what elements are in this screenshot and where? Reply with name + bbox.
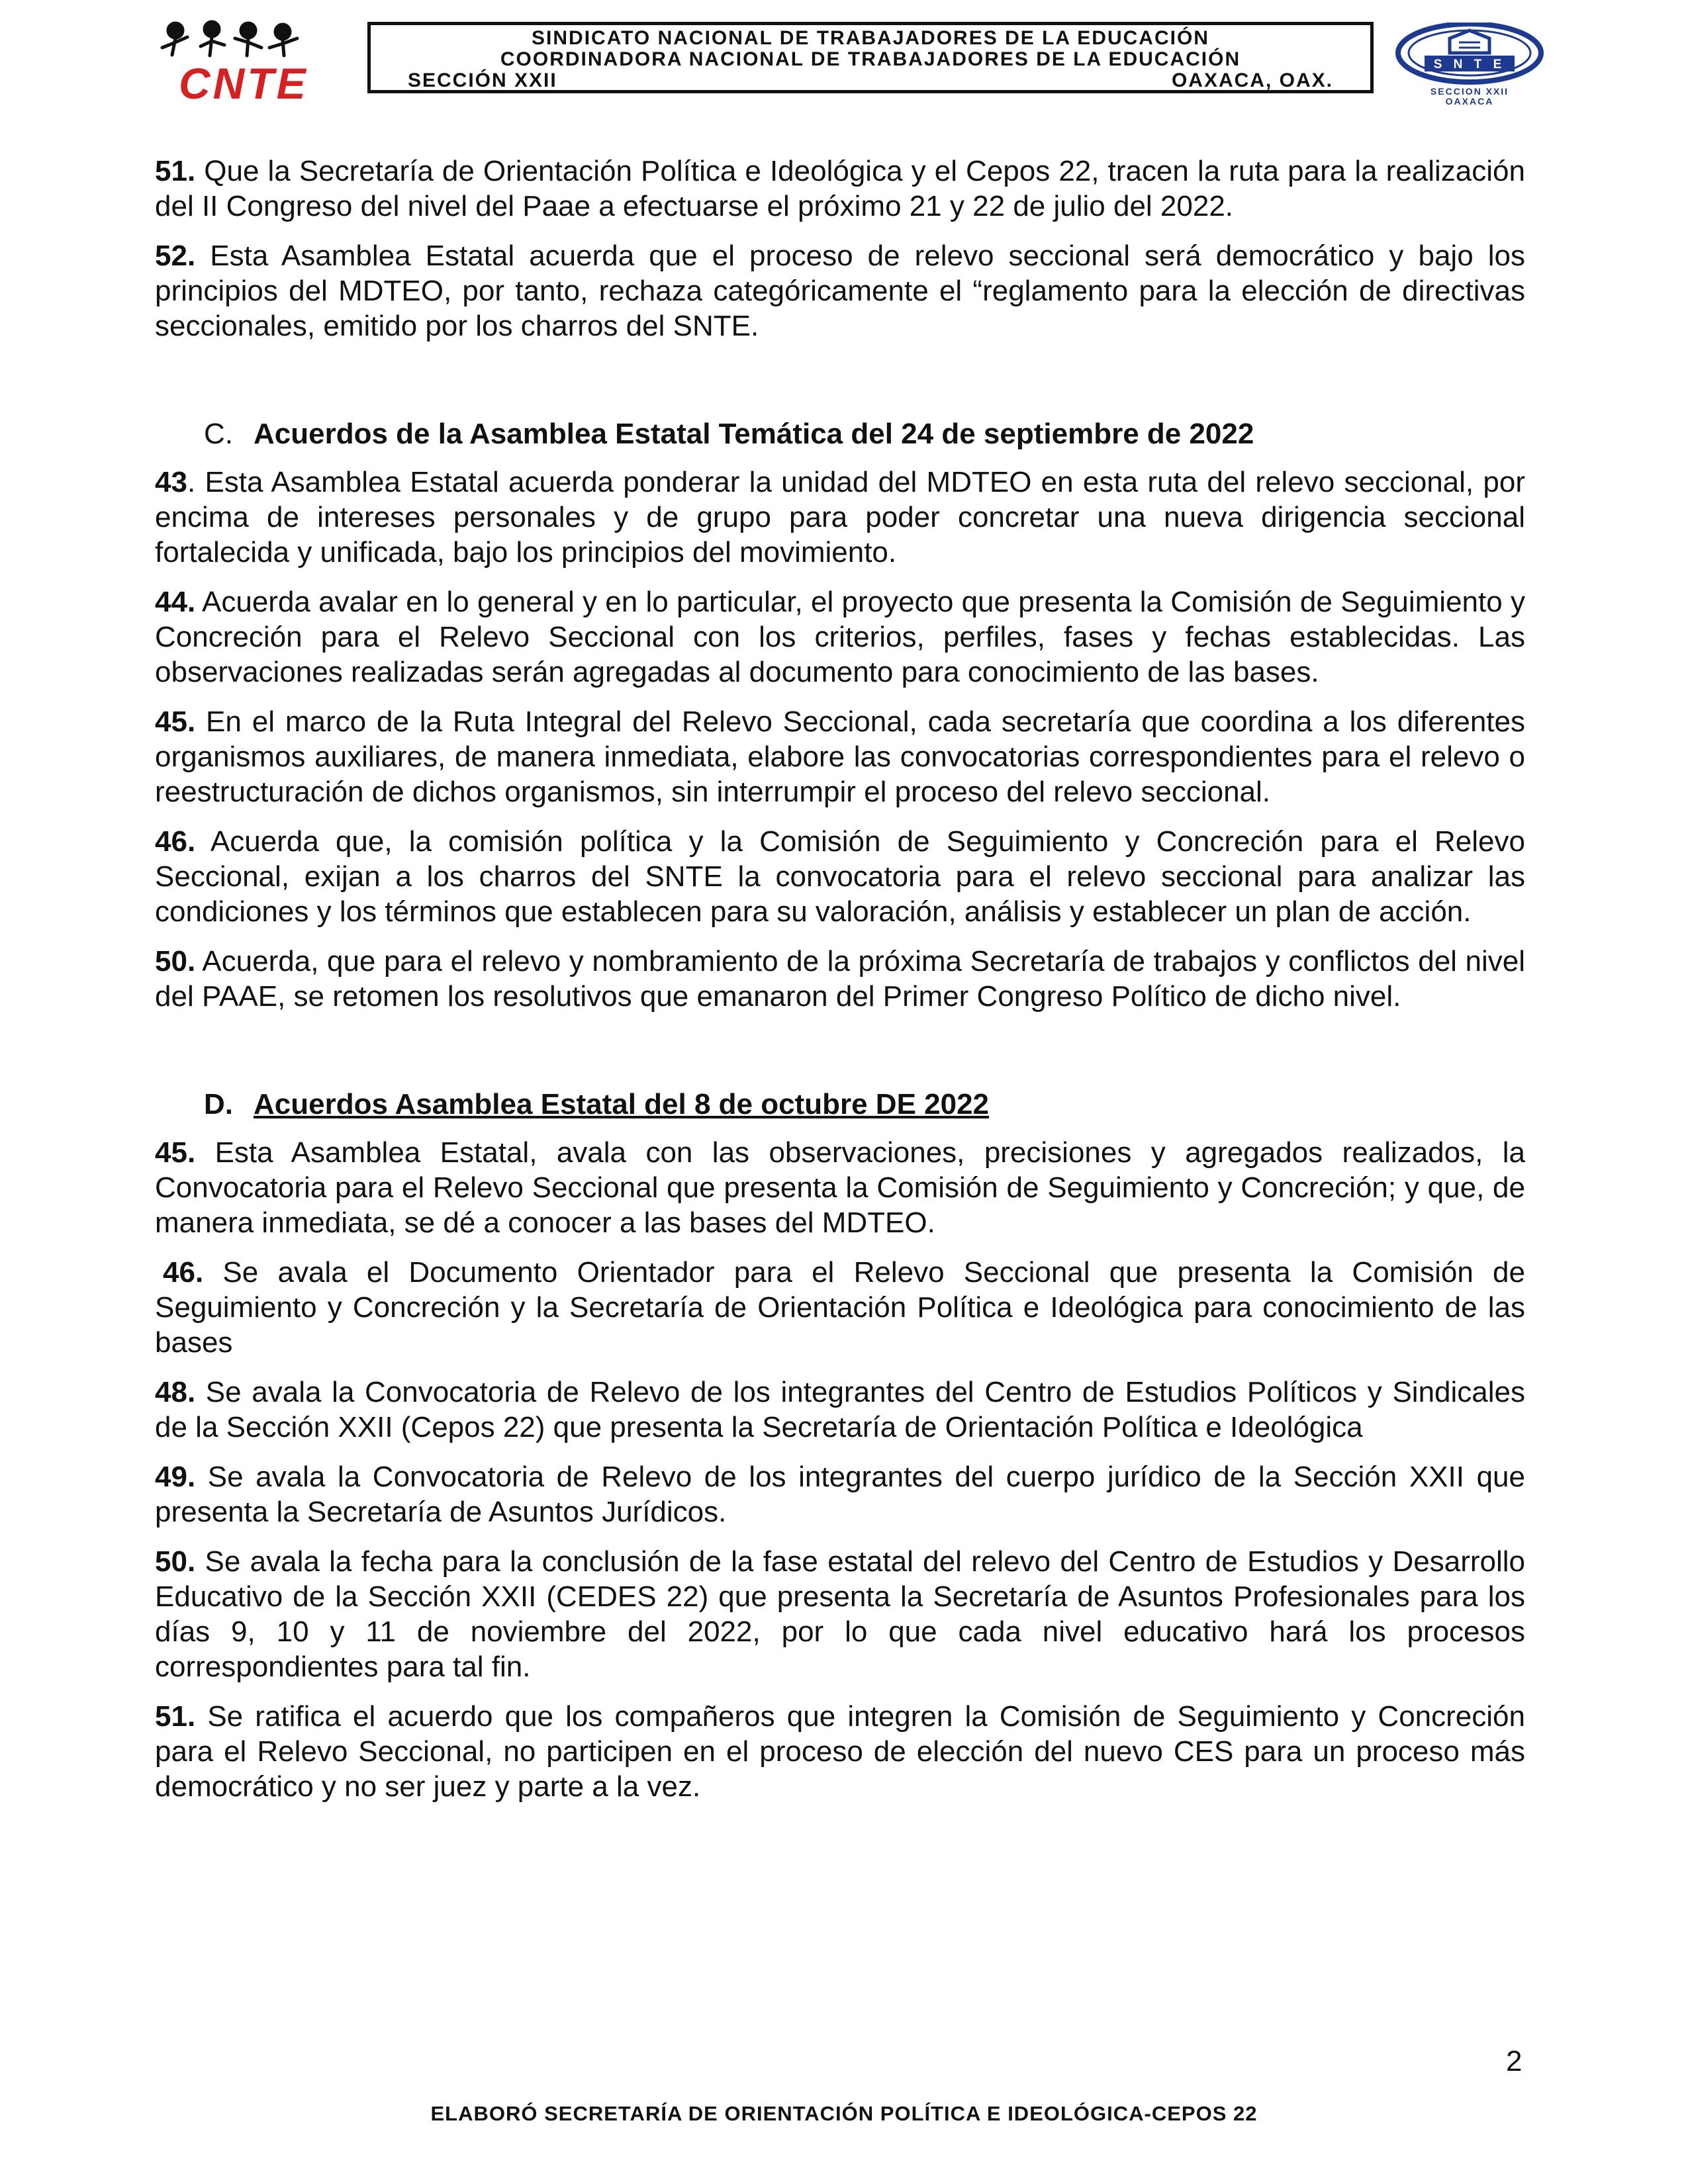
agreement-text: Se avala el Documento Orientador para el Relevo Seccional que presenta la Comisión de Seguimiento y Concreción y la Secretaría de Orientación Política e Ideológica para conocimiento de las bases bbox=[155, 1256, 1525, 1359]
section-letter: D. bbox=[204, 1088, 233, 1120]
agreement-text: Se avala la fecha para la conclusión de la fase estatal del relevo del Centro de Estudios y Desarrollo Educativo de la Sección XXII (CEDES 22) que presenta la Secretaría de Asuntos Profesionales para los días 9, 10 y 11 de noviembre del 2022, por lo que cada nivel educativo hará los procesos correspondientes para tal fin. bbox=[155, 1545, 1525, 1683]
agreement-text: Se avala la Convocatoria de Relevo de los integrantes del Centro de Estudios Políticos y Sindicales de la Sección XXII (Cepos 22) que presenta la Secretaría de Orientación Política e Ideológica bbox=[155, 1376, 1525, 1443]
agreement-text: Acuerda, que para el relevo y nombramiento de la próxima Secretaría de trabajos y conflictos del nivel del PAAE, se retomen los resolutivos que emanaron del Primer Congreso Político de dicho nivel. bbox=[155, 945, 1525, 1013]
agreement-d-49 bbox=[155, 1459, 1525, 1529]
agreement-text: Esta Asamblea Estatal acuerda que el proceso de relevo seccional será democrático y bajo los principios del MDTEO, por tanto, rechaza categóricamente el “reglamento para la elección de directivas seccionales, emitido por los charros del SNTE. bbox=[155, 240, 1525, 342]
document-body bbox=[155, 154, 1525, 1804]
agreement-number: 43 bbox=[155, 466, 187, 498]
agreement-number: 50. bbox=[155, 1545, 196, 1578]
union-name-line: SINDICATO NACIONAL DE TRABAJADORES DE LA EDUCACIÓN bbox=[532, 27, 1209, 49]
union-title-box bbox=[367, 22, 1374, 93]
section-title: Acuerdos de la Asamblea Estatal Temática del 24 de septiembre de 2022 bbox=[254, 418, 1254, 450]
agreement-43 bbox=[155, 465, 1525, 570]
seal-caption-section: SECCION XXII bbox=[1430, 86, 1509, 97]
cnte-wordmark: CNTE bbox=[179, 59, 308, 108]
agreement-d-48 bbox=[155, 1375, 1525, 1445]
section-letter: C. bbox=[204, 418, 233, 450]
section-title: Acuerdos Asamblea Estatal del 8 de octubre DE 2022 bbox=[254, 1088, 990, 1120]
page-number: 2 bbox=[1506, 2045, 1523, 2077]
agreement-number: 45. bbox=[155, 705, 196, 738]
agreement-number: 52. bbox=[155, 240, 196, 272]
agreement-number: 51. bbox=[155, 1700, 196, 1733]
location-label: OAXACA, OAX. bbox=[1171, 69, 1333, 91]
agreement-number: 51. bbox=[155, 155, 196, 187]
agreement-46 bbox=[155, 824, 1525, 929]
agreement-d-45 bbox=[155, 1135, 1525, 1240]
agreement-number: 44. bbox=[155, 586, 196, 618]
agreement-text: . Esta Asamblea Estatal acuerda ponderar la unidad del MDTEO en esta ruta del relevo seccional, por encima de intereses personales y de grupo para poder concretar una nueva dirigencia seccional fortalecida y unificada, bajo los principios del movimiento. bbox=[155, 466, 1525, 569]
seal-caption-city: OAXACA bbox=[1445, 96, 1494, 107]
agreement-number: 45. bbox=[155, 1136, 196, 1169]
agreement-number: 50. bbox=[155, 945, 196, 978]
agreement-text: En el marco de la Ruta Integral del Relevo Seccional, cada secretaría que coordina a los diferentes organismos auxiliares, de manera inmediata, elabore las convocatorias correspondientes para el relevo o reestructuración de dichos organismos, sin interrumpir el proceso del relevo seccional. bbox=[155, 705, 1525, 808]
snte-seal-letters: S N T E bbox=[1433, 58, 1506, 71]
agreement-text: Que la Secretaría de Orientación Política e Ideológica y el Cepos 22, tracen la ruta para la realización del II Congreso del nivel del Paae a efectuarse el próximo 21 y 22 de julio del 2022. bbox=[155, 155, 1525, 222]
agreement-text: Acuerda que, la comisión política y la Comisión de Seguimiento y Concreción para el Relevo Seccional, exijan a los charros del SNTE la convocatoria para el relevo seccional para analizar las condiciones y los términos que establecen para su valoración, análisis y establecer un plan de acción. bbox=[155, 825, 1525, 928]
agreement-number: 49. bbox=[155, 1461, 196, 1493]
snte-seal-icon bbox=[1390, 23, 1549, 86]
coordinator-name-line: COORDINADORA NACIONAL DE TRABAJADORES DE LA EDUCACIÓN bbox=[500, 48, 1241, 70]
cnte-logo bbox=[149, 19, 341, 108]
agreement-51 bbox=[155, 154, 1525, 224]
agreement-text: Se ratifica el acuerdo que los compañeros que integren la Comisión de Seguimiento y Concreción para el Relevo Seccional, no participen en el proceso de elección del nuevo CES para un proceso más democrático y no ser juez y parte a la vez. bbox=[155, 1700, 1525, 1803]
snte-seal bbox=[1390, 23, 1549, 105]
agreement-text: Acuerda avalar en lo general y en lo particular, el proyecto que presenta la Comisión de Seguimiento y Concreción para el Relevo Seccional con los criterios, perfiles, fases y fechas establecidas. Las observaciones realizadas serán agregadas al documento para conocimiento de las bases. bbox=[155, 586, 1525, 688]
agreement-number: 46. bbox=[163, 1256, 204, 1289]
section-location-line bbox=[388, 70, 1353, 91]
cnte-figures-icon bbox=[156, 19, 308, 65]
agreement-text: Esta Asamblea Estatal, avala con las observaciones, precisiones y agregados realizados, la Convocatoria para el Relevo Seccional que presenta la Comisión de Seguimiento y Concreción; y que, de manera inmediata, se dé a conocer a las bases del MDTEO. bbox=[155, 1136, 1525, 1239]
agreement-number: 48. bbox=[155, 1376, 196, 1408]
agreement-d-51 bbox=[155, 1699, 1525, 1804]
agreement-d-46 bbox=[155, 1255, 1525, 1360]
section-c-heading bbox=[155, 416, 1525, 451]
page-footer: ELABORÓ SECRETARÍA DE ORIENTACIÓN POLÍTICA E IDEOLÓGICA-CEPOS 22 bbox=[430, 2102, 1258, 2125]
agreement-45 bbox=[155, 704, 1525, 809]
agreement-50 bbox=[155, 944, 1525, 1014]
agreement-number: 46. bbox=[155, 825, 196, 858]
document-header bbox=[149, 19, 1559, 108]
section-label: SECCIÓN XXII bbox=[408, 69, 557, 91]
agreement-d-50 bbox=[155, 1544, 1525, 1684]
agreement-text: Se avala la Convocatoria de Relevo de los integrantes del cuerpo jurídico de la Sección XXII que presenta la Secretaría de Asuntos Jurídicos. bbox=[155, 1461, 1525, 1528]
agreement-52 bbox=[155, 238, 1525, 343]
agreement-44 bbox=[155, 584, 1525, 690]
section-d-heading bbox=[155, 1087, 1525, 1122]
